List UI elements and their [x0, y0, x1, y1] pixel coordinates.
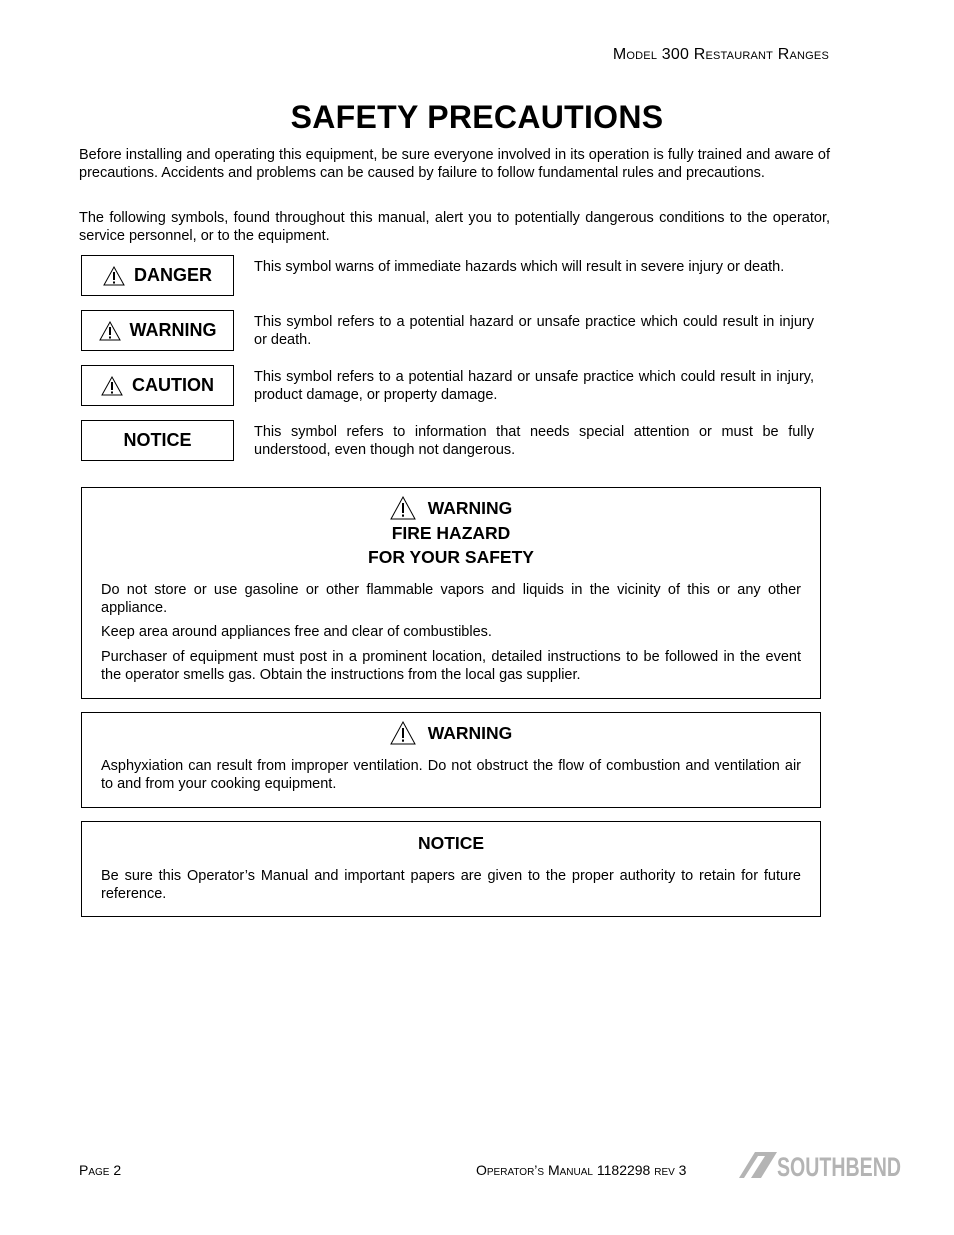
fire-hazard-subheading: FIRE HAZARD	[391, 522, 511, 543]
warning-triangle-icon	[101, 376, 123, 396]
warning-triangle-icon	[390, 721, 416, 745]
intro-paragraph-2: The following symbols, found throughout this manual, alert you to potentially dangerous conditions to the operator, service personnel, or to the equipment.	[79, 210, 830, 244]
notice-text: Be sure this Operator’s Manual and important papers are given to the proper authority to retain for future reference.	[101, 867, 801, 902]
fire-box-paragraph-2: Keep area around appliances free and clear of combustibles.	[101, 623, 492, 640]
for-your-safety-subheading: FOR YOUR SAFETY	[368, 547, 534, 567]
asphyxiation-warning-box	[81, 712, 821, 808]
running-header: Model 300 Restaurant Ranges	[612, 46, 829, 63]
danger-symbol-box	[81, 255, 234, 296]
danger-description: This symbol warns of immediate hazards which will result in severe injury or death.	[254, 259, 785, 275]
danger-label: DANGER	[133, 265, 212, 285]
notice-symbol-box	[81, 420, 234, 461]
notice-description: This symbol refers to information that needs special attention or must be fully understood, even though not dangerous.	[254, 424, 814, 458]
asphyxiation-warning-label: WARNING	[427, 723, 513, 743]
warning-symbol-box	[81, 310, 234, 351]
page-number: Page 2	[79, 1162, 122, 1178]
warning-description: This symbol refers to a potential hazard or unsafe practice which could result in injury or death.	[254, 314, 814, 348]
manual-reference: Operator’s Manual 1182298 rev 3	[476, 1162, 687, 1178]
fire-box-paragraph-3: Purchaser of equipment must post in a prominent location, detailed instructions to be followed in the event the operator smells gas. Obtain the instructions from the local gas supplier.	[101, 648, 801, 683]
intro-paragraph-1: Before installing and operating this equipment, be sure everyone involved in its operation is fully trained and aware of precautions. Accidents and problems can be caused by failure to follow fundamental rules and precautions.	[79, 147, 830, 181]
fire-hazard-heading	[82, 496, 820, 570]
fire-box-warning-label: WARNING	[427, 498, 513, 518]
caution-label: CAUTION	[132, 375, 214, 395]
warning-label: WARNING	[129, 320, 217, 340]
asphyxiation-text: Asphyxiation can result from improper ventilation. Do not obstruct the flow of combustion and ventilation air to and from your cooking equipment.	[101, 757, 801, 792]
warning-triangle-icon	[99, 321, 121, 341]
fire-box-paragraph-1: Do not store or use gasoline or other flammable vapors and liquids in the vicinity of this or any other appliance.	[101, 581, 801, 616]
notice-box	[81, 821, 821, 917]
warning-triangle-icon	[103, 266, 125, 286]
notice-label: NOTICE	[123, 430, 192, 450]
warning-triangle-icon	[390, 496, 416, 520]
southbend-logo-text: SOUTHBEND	[777, 1152, 901, 1182]
page-title: SAFETY PRECAUTIONS	[290, 99, 664, 135]
fire-hazard-warning-box	[81, 487, 821, 699]
southbend-logo	[737, 1150, 903, 1180]
caution-symbol-box	[81, 365, 234, 406]
notice-heading: NOTICE	[417, 833, 485, 853]
caution-description: This symbol refers to a potential hazard or unsafe practice which could result in injury, product damage, or property damage.	[254, 369, 814, 403]
asphyxiation-heading	[82, 721, 820, 746]
